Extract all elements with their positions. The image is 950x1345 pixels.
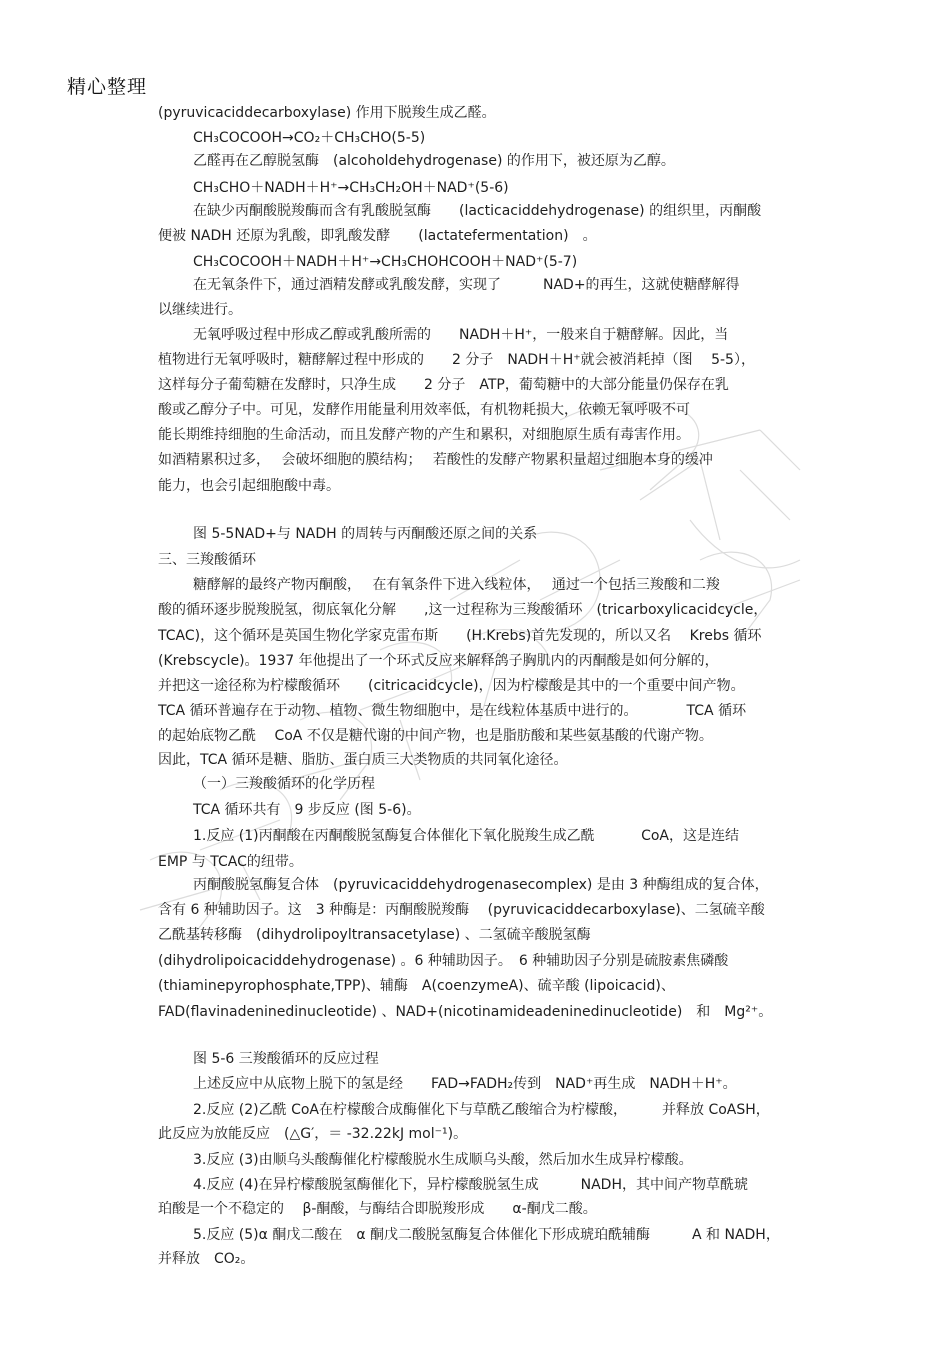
text-line: 酸或乙醇分子中。可见，发酵作用能量利用效率低，有机物耗损大，依赖无氧呼吸不可 [158,402,690,418]
subsection-heading: （一）三羧酸循环的化学历程 [193,776,375,792]
text-line: 含有 6 种辅助因子。这 3 种酶是：丙酮酸脱羧酶 (pyruvicaciddecarboxylase)、二氢硫辛酸 [158,902,765,918]
text-line: 珀酸是一个不稳定的 β-酮酸，与酶结合即脱羧形成 α-酮戊二酸。 [158,1201,597,1217]
text-line: 在缺少丙酮酸脱羧酶而含有乳酸脱氢酶 (lacticaciddehydrogenase) 的组织里，丙酮酸 [193,203,762,219]
text-line: TCAC)，这个循环是英国生物化学家克雷布斯 (H.Krebs)首先发现的，所以又名 Krebs 循环 [158,628,762,644]
text-line: 在无氧条件下，通过酒精发酵或乳酸发酵，实现了 NAD+的再生，这就使糖酵解得 [193,277,740,293]
text-line: 1.反应 (1)丙酮酸在丙酮酸脱氢酶复合体催化下氧化脱羧生成乙酰 CoA，这是连结 [193,828,740,844]
text-line: 能长期维持细胞的生命活动，而且发酵产物的产生和累积，对细胞原生质有毒害作用。 [158,427,690,443]
text-line: 上述反应中从底物上脱下的氢是经 FAD→FADH₂传到 NAD⁺再生成 NADH＋H⁺。 [193,1076,737,1092]
text-line: 并把这一途径称为柠檬酸循环 (citricacidcycle)，因为柠檬酸是其中的一个重要中间产物。 [158,678,745,694]
text-line: 3.反应 (3)由顺乌头酸酶催化柠檬酸脱水生成顺乌头酸，然后加水生成异柠檬酸。 [193,1152,693,1168]
text-line: 以继续进行。 [158,302,242,318]
page-header: 精心整理 [67,76,148,98]
figure-caption-5-5: 图 5-5NAD+与 NADH 的周转与丙酮酸还原之间的关系 [193,526,538,542]
text-line: EMP 与 TCAC的纽带。 [158,854,303,870]
text-line: 丙酮酸脱氢酶复合体 (pyruvicaciddehydrogenasecomplex) 是由 3 种酶组成的复合体， [193,877,769,893]
text-line: 植物进行无氧呼吸时，糖酵解过程中形成的 2 分子 NADH＋H⁺就会被消耗掉（图 5-5）， [158,352,755,368]
text-line: FAD(flavinadeninedinucleotide) 、NAD+(nicotinamideadeninedinucleotide) 和 Mg²⁺。 [158,1004,773,1020]
text-line: 糖酵解的最终产物丙酮酸， 在有氧条件下进入线粒体， 通过一个包括三羧酸和二羧 [193,577,720,593]
equation-5-5: CH₃COCOOH→CO₂＋CH₃CHO(5-5) [193,130,426,146]
text-line: 的起始底物乙酰 CoA 不仅是糖代谢的中间产物，也是脂肪酸和某些氨基酸的代谢产物。 [158,728,713,744]
text-line: 酸的循环逐步脱羧脱氢，彻底氧化分解 ,这一过程称为三羧酸循环 (tricarboxylicacidcycle， [158,602,768,618]
text-line: 2.反应 (2)乙酰 CoA在柠檬酸合成酶催化下与草酰乙酸缩合为柠檬酸， 并释放 CoASH， [193,1102,770,1118]
equation-5-6: CH₃CHO＋NADH＋H⁺→CH₃CH₂OH＋NAD⁺(5-6) [193,180,509,196]
text-line: 便被 NADH 还原为乳酸，即乳酸发酵 (lactatefermentation) 。 [158,228,597,244]
text-line: TCA 循环普遍存在于动物、植物、微生物细胞中，是在线粒体基质中进行的。 TCA 循环 [158,703,747,719]
text-line: 无氧呼吸过程中形成乙醇或乳酸所需的 NADH＋H⁺，一般来自于糖酵解。因此，当 [193,327,729,343]
text-line: 此反应为放能反应 (△G′，＝ -32.22kJ mol⁻¹)。 [158,1126,468,1142]
text-line: (dihydrolipoicaciddehydrogenase) 。6 种辅助因子。 6 种辅助因子分别是硫胺素焦磷酸 [158,953,729,969]
equation-5-7: CH₃COCOOH＋NADH＋H⁺→CH₃CHOHCOOH＋NAD⁺(5-7) [193,254,578,270]
text-line: (thiaminepyrophosphate,TPP)、辅酶 A(coenzymeA)、硫辛酸 (lipoicacid)、 [158,978,675,994]
text-line: 4.反应 (4)在异柠檬酸脱氢酶催化下，异柠檬酸脱氢生成 NADH，其中间产物草酰琥 [193,1177,748,1193]
text-line: 因此，TCA 循环是糖、脂肪、蛋白质三大类物质的共同氧化途径。 [158,752,568,768]
text-line: 5.反应 (5)α 酮戊二酸在 α 酮戊二酸脱氢酶复合体催化下形成琥珀酰辅酶 A 和 NADH， [193,1227,780,1243]
section-heading: 三、三羧酸循环 [158,552,256,568]
text-line: 乙酰基转移酶 (dihydrolipoyltransacetylase) 、二氢硫辛酸脱氢酶 [158,927,591,943]
text-line: 这样每分子葡萄糖在发酵时，只净生成 2 分子 ATP，葡萄糖中的大部分能量仍保存在乳 [158,377,729,393]
text-line: (pyruvicaciddecarboxylase) 作用下脱羧生成乙醛。 [158,105,496,121]
figure-caption-5-6: 图 5-6 三羧酸循环的反应过程 [193,1051,379,1067]
text-line: 如酒精累积过多， 会破坏细胞的膜结构； 若酸性的发酵产物累积量超过细胞本身的缓冲 [158,452,713,468]
text-line: (Krebscycle)。1937 年他提出了一个环式反应来解释鸽子胸肌内的丙酮酸是如何分解的， [158,653,719,669]
text-line: 并释放 CO₂。 [158,1251,255,1267]
text-line: 乙醛再在乙醇脱氢酶 (alcoholdehydrogenase) 的作用下，被还原为乙醇。 [193,153,675,169]
text-line: 能力，也会引起细胞酸中毒。 [158,478,340,494]
text-line: TCA 循环共有 9 步反应 (图 5-6)。 [193,802,421,818]
